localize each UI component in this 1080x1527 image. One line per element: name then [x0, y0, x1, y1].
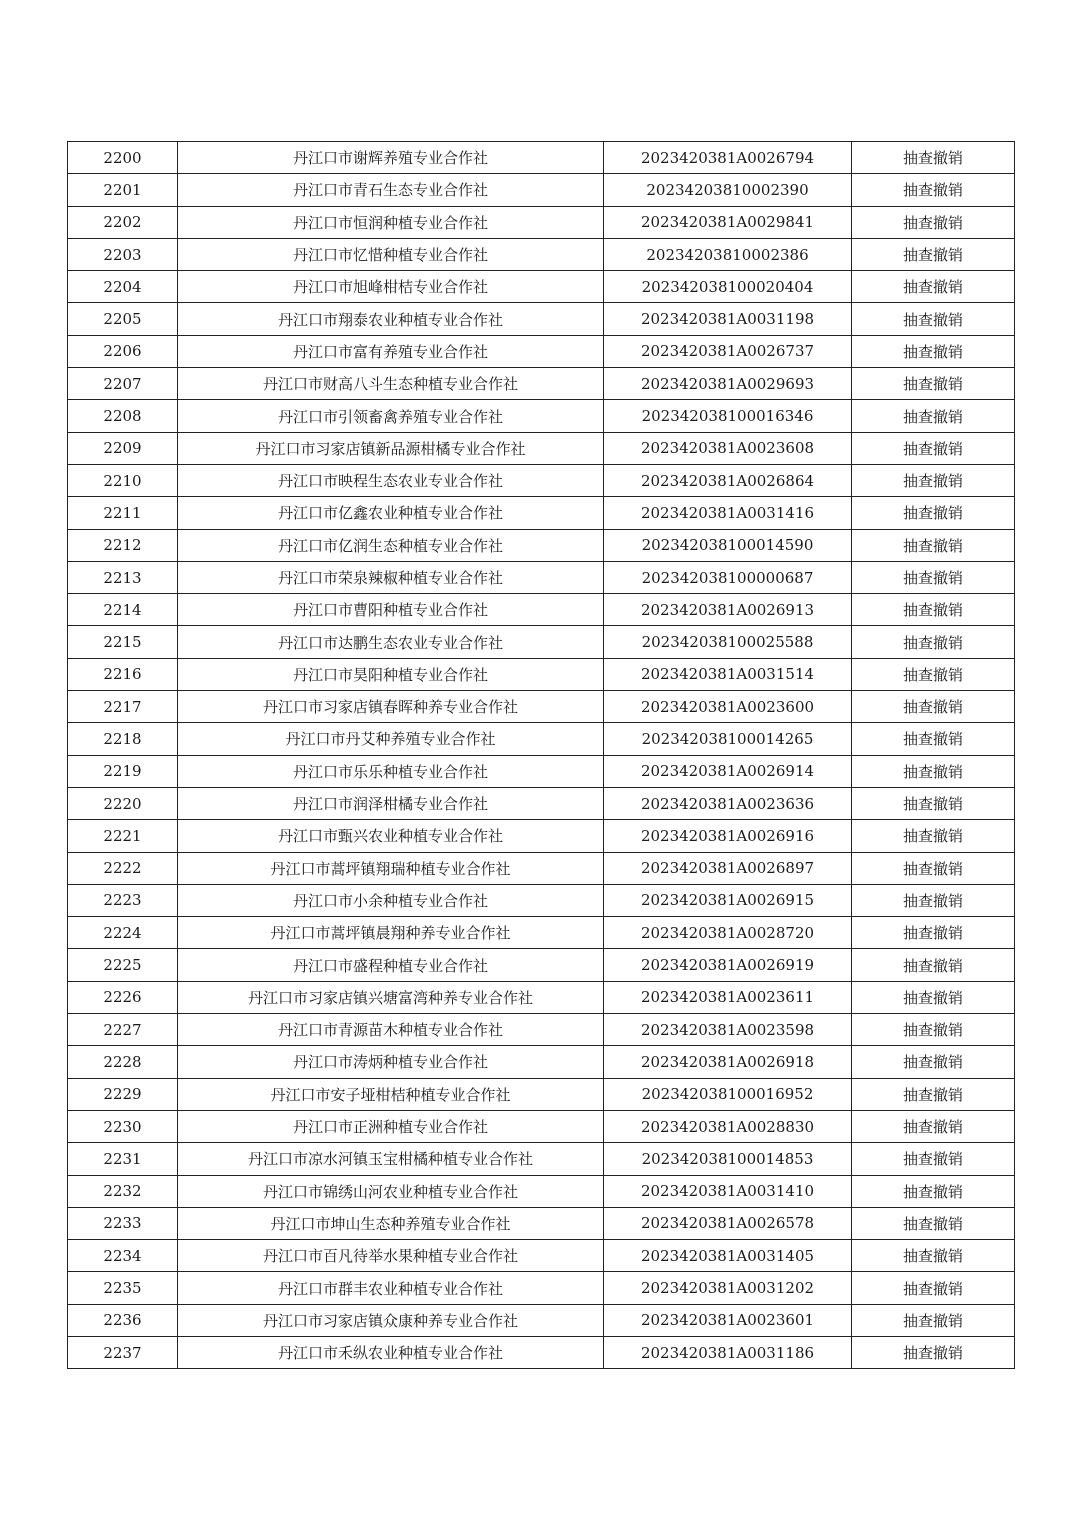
table-row — [68, 626, 1015, 658]
status-cell: 抽查撤销 — [852, 368, 1015, 400]
row-number-cell: 2205 — [68, 303, 178, 335]
row-number-cell: 2210 — [68, 464, 178, 496]
cooperative-name-cell: 丹江口市群丰农业种植专业合作社 — [178, 1272, 604, 1304]
row-number-cell: 2202 — [68, 206, 178, 238]
registration-code-cell: 202342038100014590 — [604, 529, 852, 561]
registration-code-cell: 2023420381A0028830 — [604, 1110, 852, 1142]
status-cell: 抽查撤销 — [852, 1078, 1015, 1110]
cooperative-name-cell: 丹江口市曹阳种植专业合作社 — [178, 594, 604, 626]
registration-code-cell: 202342038100016346 — [604, 400, 852, 432]
registration-code-cell: 2023420381A0026916 — [604, 820, 852, 852]
status-cell: 抽查撤销 — [852, 1240, 1015, 1272]
revocation-table — [67, 141, 1015, 1369]
cooperative-name-cell: 丹江口市旭峰柑桔专业合作社 — [178, 271, 604, 303]
cooperative-name-cell: 丹江口市百凡待举水果种植专业合作社 — [178, 1240, 604, 1272]
table-row — [68, 1014, 1015, 1046]
cooperative-name-cell: 丹江口市恒润种植专业合作社 — [178, 206, 604, 238]
registration-code-cell: 2023420381A0029841 — [604, 206, 852, 238]
status-cell: 抽查撤销 — [852, 400, 1015, 432]
row-number-cell: 2220 — [68, 787, 178, 819]
registration-code-cell: 2023420381A0026578 — [604, 1207, 852, 1239]
status-cell: 抽查撤销 — [852, 1272, 1015, 1304]
status-cell: 抽查撤销 — [852, 529, 1015, 561]
row-number-cell: 2230 — [68, 1110, 178, 1142]
cooperative-name-cell: 丹江口市忆惜种植专业合作社 — [178, 238, 604, 270]
table-row — [68, 335, 1015, 367]
cooperative-name-cell: 丹江口市谢辉养殖专业合作社 — [178, 142, 604, 174]
registration-code-cell: 2023420381A0031202 — [604, 1272, 852, 1304]
row-number-cell: 2204 — [68, 271, 178, 303]
table-row — [68, 497, 1015, 529]
table-row — [68, 787, 1015, 819]
table-row — [68, 981, 1015, 1013]
row-number-cell: 2201 — [68, 174, 178, 206]
table-row — [68, 174, 1015, 206]
status-cell: 抽查撤销 — [852, 884, 1015, 916]
table-row — [68, 1240, 1015, 1272]
table-row — [68, 723, 1015, 755]
row-number-cell: 2237 — [68, 1336, 178, 1368]
row-number-cell: 2200 — [68, 142, 178, 174]
cooperative-name-cell: 丹江口市财高八斗生态种植专业合作社 — [178, 368, 604, 400]
registration-code-cell: 2023420381A0023600 — [604, 691, 852, 723]
cooperative-name-cell: 丹江口市禾纵农业种植专业合作社 — [178, 1336, 604, 1368]
table-row — [68, 1046, 1015, 1078]
status-cell: 抽查撤销 — [852, 1207, 1015, 1239]
row-number-cell: 2212 — [68, 529, 178, 561]
row-number-cell: 2229 — [68, 1078, 178, 1110]
table-row — [68, 464, 1015, 496]
table-row — [68, 820, 1015, 852]
status-cell: 抽查撤销 — [852, 852, 1015, 884]
row-number-cell: 2218 — [68, 723, 178, 755]
status-cell: 抽查撤销 — [852, 1046, 1015, 1078]
registration-code-cell: 2023420381A0031416 — [604, 497, 852, 529]
table-row — [68, 142, 1015, 174]
status-cell: 抽查撤销 — [852, 723, 1015, 755]
table-row — [68, 529, 1015, 561]
row-number-cell: 2214 — [68, 594, 178, 626]
row-number-cell: 2203 — [68, 238, 178, 270]
cooperative-name-cell: 丹江口市凉水河镇玉宝柑橘种植专业合作社 — [178, 1143, 604, 1175]
status-cell: 抽查撤销 — [852, 1014, 1015, 1046]
row-number-cell: 2208 — [68, 400, 178, 432]
table-row — [68, 206, 1015, 238]
status-cell: 抽查撤销 — [852, 271, 1015, 303]
row-number-cell: 2216 — [68, 658, 178, 690]
table-row — [68, 432, 1015, 464]
row-number-cell: 2223 — [68, 884, 178, 916]
status-cell: 抽查撤销 — [852, 981, 1015, 1013]
status-cell: 抽查撤销 — [852, 464, 1015, 496]
registration-code-cell: 2023420381A0023598 — [604, 1014, 852, 1046]
cooperative-name-cell: 丹江口市蒿坪镇翔瑞种植专业合作社 — [178, 852, 604, 884]
cooperative-name-cell: 丹江口市习家店镇春晖种养专业合作社 — [178, 691, 604, 723]
row-number-cell: 2235 — [68, 1272, 178, 1304]
table-row — [68, 1110, 1015, 1142]
table-row — [68, 1272, 1015, 1304]
registration-code-cell: 2023420381A0023608 — [604, 432, 852, 464]
table-row — [68, 1336, 1015, 1368]
row-number-cell: 2206 — [68, 335, 178, 367]
registration-code-cell: 20234203810002390 — [604, 174, 852, 206]
table-row — [68, 852, 1015, 884]
row-number-cell: 2227 — [68, 1014, 178, 1046]
status-cell: 抽查撤销 — [852, 335, 1015, 367]
cooperative-name-cell: 丹江口市习家店镇新品源柑橘专业合作社 — [178, 432, 604, 464]
status-cell: 抽查撤销 — [852, 1336, 1015, 1368]
status-cell: 抽查撤销 — [852, 787, 1015, 819]
registration-code-cell: 2023420381A0028720 — [604, 917, 852, 949]
row-number-cell: 2232 — [68, 1175, 178, 1207]
row-number-cell: 2215 — [68, 626, 178, 658]
registration-code-cell: 2023420381A0026915 — [604, 884, 852, 916]
cooperative-name-cell: 丹江口市安子垭柑桔种植专业合作社 — [178, 1078, 604, 1110]
cooperative-name-cell: 丹江口市翔泰农业种植专业合作社 — [178, 303, 604, 335]
cooperative-name-cell: 丹江口市富有养殖专业合作社 — [178, 335, 604, 367]
cooperative-name-cell: 丹江口市荣泉辣椒种植专业合作社 — [178, 561, 604, 593]
row-number-cell: 2213 — [68, 561, 178, 593]
cooperative-name-cell: 丹江口市蒿坪镇晨翔种养专业合作社 — [178, 917, 604, 949]
registration-code-cell: 2023420381A0023636 — [604, 787, 852, 819]
registration-code-cell: 2023420381A0029693 — [604, 368, 852, 400]
cooperative-name-cell: 丹江口市涛炳种植专业合作社 — [178, 1046, 604, 1078]
table-row — [68, 1143, 1015, 1175]
row-number-cell: 2224 — [68, 917, 178, 949]
row-number-cell: 2233 — [68, 1207, 178, 1239]
registration-code-cell: 2023420381A0026918 — [604, 1046, 852, 1078]
registration-code-cell: 202342038100025588 — [604, 626, 852, 658]
registration-code-cell: 2023420381A0026864 — [604, 464, 852, 496]
cooperative-name-cell: 丹江口市盛程种植专业合作社 — [178, 949, 604, 981]
table-row — [68, 949, 1015, 981]
row-number-cell: 2231 — [68, 1143, 178, 1175]
cooperative-name-cell: 丹江口市润泽柑橘专业合作社 — [178, 787, 604, 819]
status-cell: 抽查撤销 — [852, 432, 1015, 464]
cooperative-name-cell: 丹江口市乐乐种植专业合作社 — [178, 755, 604, 787]
cooperative-name-cell: 丹江口市昊阳种植专业合作社 — [178, 658, 604, 690]
table-row — [68, 368, 1015, 400]
row-number-cell: 2209 — [68, 432, 178, 464]
cooperative-name-cell: 丹江口市亿鑫农业种植专业合作社 — [178, 497, 604, 529]
status-cell: 抽查撤销 — [852, 755, 1015, 787]
registration-code-cell: 2023420381A0026897 — [604, 852, 852, 884]
status-cell: 抽查撤销 — [852, 1175, 1015, 1207]
cooperative-name-cell: 丹江口市引领畜禽养殖专业合作社 — [178, 400, 604, 432]
registration-code-cell: 2023420381A0026794 — [604, 142, 852, 174]
status-cell: 抽查撤销 — [852, 561, 1015, 593]
cooperative-name-cell: 丹江口市丹艾种养殖专业合作社 — [178, 723, 604, 755]
row-number-cell: 2226 — [68, 981, 178, 1013]
cooperative-name-cell: 丹江口市习家店镇兴塘富湾种养专业合作社 — [178, 981, 604, 1013]
status-cell: 抽查撤销 — [852, 142, 1015, 174]
registration-code-cell: 2023420381A0031186 — [604, 1336, 852, 1368]
registration-code-cell: 202342038100020404 — [604, 271, 852, 303]
table-row — [68, 917, 1015, 949]
table-row — [68, 1175, 1015, 1207]
registration-code-cell: 2023420381A0023601 — [604, 1304, 852, 1336]
row-number-cell: 2236 — [68, 1304, 178, 1336]
registration-code-cell: 202342038100014853 — [604, 1143, 852, 1175]
row-number-cell: 2222 — [68, 852, 178, 884]
registration-code-cell: 2023420381A0026914 — [604, 755, 852, 787]
status-cell: 抽查撤销 — [852, 1110, 1015, 1142]
registration-code-cell: 2023420381A0026919 — [604, 949, 852, 981]
status-cell: 抽查撤销 — [852, 917, 1015, 949]
registration-code-cell: 20234203810002386 — [604, 238, 852, 270]
row-number-cell: 2211 — [68, 497, 178, 529]
table-row — [68, 1078, 1015, 1110]
registration-code-cell: 2023420381A0023611 — [604, 981, 852, 1013]
cooperative-name-cell: 丹江口市青石生态专业合作社 — [178, 174, 604, 206]
table-row — [68, 303, 1015, 335]
row-number-cell: 2234 — [68, 1240, 178, 1272]
table-row — [68, 400, 1015, 432]
cooperative-name-cell: 丹江口市坤山生态种养殖专业合作社 — [178, 1207, 604, 1239]
status-cell: 抽查撤销 — [852, 691, 1015, 723]
table-row — [68, 238, 1015, 270]
status-cell: 抽查撤销 — [852, 238, 1015, 270]
status-cell: 抽查撤销 — [852, 1143, 1015, 1175]
registration-code-cell: 202342038100014265 — [604, 723, 852, 755]
registration-code-cell: 2023420381A0031405 — [604, 1240, 852, 1272]
status-cell: 抽查撤销 — [852, 497, 1015, 529]
table-row — [68, 1207, 1015, 1239]
registration-code-cell: 2023420381A0031514 — [604, 658, 852, 690]
registration-code-cell: 2023420381A0031198 — [604, 303, 852, 335]
table-row — [68, 755, 1015, 787]
row-number-cell: 2217 — [68, 691, 178, 723]
status-cell: 抽查撤销 — [852, 174, 1015, 206]
table-body — [68, 142, 1015, 1369]
cooperative-name-cell: 丹江口市甄兴农业种植专业合作社 — [178, 820, 604, 852]
row-number-cell: 2228 — [68, 1046, 178, 1078]
status-cell: 抽查撤销 — [852, 303, 1015, 335]
table-row — [68, 561, 1015, 593]
table-row — [68, 1304, 1015, 1336]
status-cell: 抽查撤销 — [852, 206, 1015, 238]
cooperative-name-cell: 丹江口市正洲种植专业合作社 — [178, 1110, 604, 1142]
cooperative-name-cell: 丹江口市小余种植专业合作社 — [178, 884, 604, 916]
row-number-cell: 2221 — [68, 820, 178, 852]
status-cell: 抽查撤销 — [852, 626, 1015, 658]
cooperative-name-cell: 丹江口市锦绣山河农业种植专业合作社 — [178, 1175, 604, 1207]
table-row — [68, 884, 1015, 916]
cooperative-name-cell: 丹江口市映程生态农业专业合作社 — [178, 464, 604, 496]
status-cell: 抽查撤销 — [852, 949, 1015, 981]
row-number-cell: 2219 — [68, 755, 178, 787]
status-cell: 抽查撤销 — [852, 1304, 1015, 1336]
registration-code-cell: 2023420381A0026737 — [604, 335, 852, 367]
status-cell: 抽查撤销 — [852, 594, 1015, 626]
registration-code-cell: 202342038100016952 — [604, 1078, 852, 1110]
registration-code-cell: 202342038100000687 — [604, 561, 852, 593]
cooperative-name-cell: 丹江口市青源苗木种植专业合作社 — [178, 1014, 604, 1046]
status-cell: 抽查撤销 — [852, 658, 1015, 690]
cooperative-name-cell: 丹江口市达鹏生态农业专业合作社 — [178, 626, 604, 658]
registration-code-cell: 2023420381A0026913 — [604, 594, 852, 626]
status-cell: 抽查撤销 — [852, 820, 1015, 852]
table-row — [68, 658, 1015, 690]
table-row — [68, 691, 1015, 723]
cooperative-name-cell: 丹江口市习家店镇众康种养专业合作社 — [178, 1304, 604, 1336]
table-row — [68, 594, 1015, 626]
table-row — [68, 271, 1015, 303]
cooperative-name-cell: 丹江口市亿润生态种植专业合作社 — [178, 529, 604, 561]
row-number-cell: 2207 — [68, 368, 178, 400]
row-number-cell: 2225 — [68, 949, 178, 981]
registration-code-cell: 2023420381A0031410 — [604, 1175, 852, 1207]
